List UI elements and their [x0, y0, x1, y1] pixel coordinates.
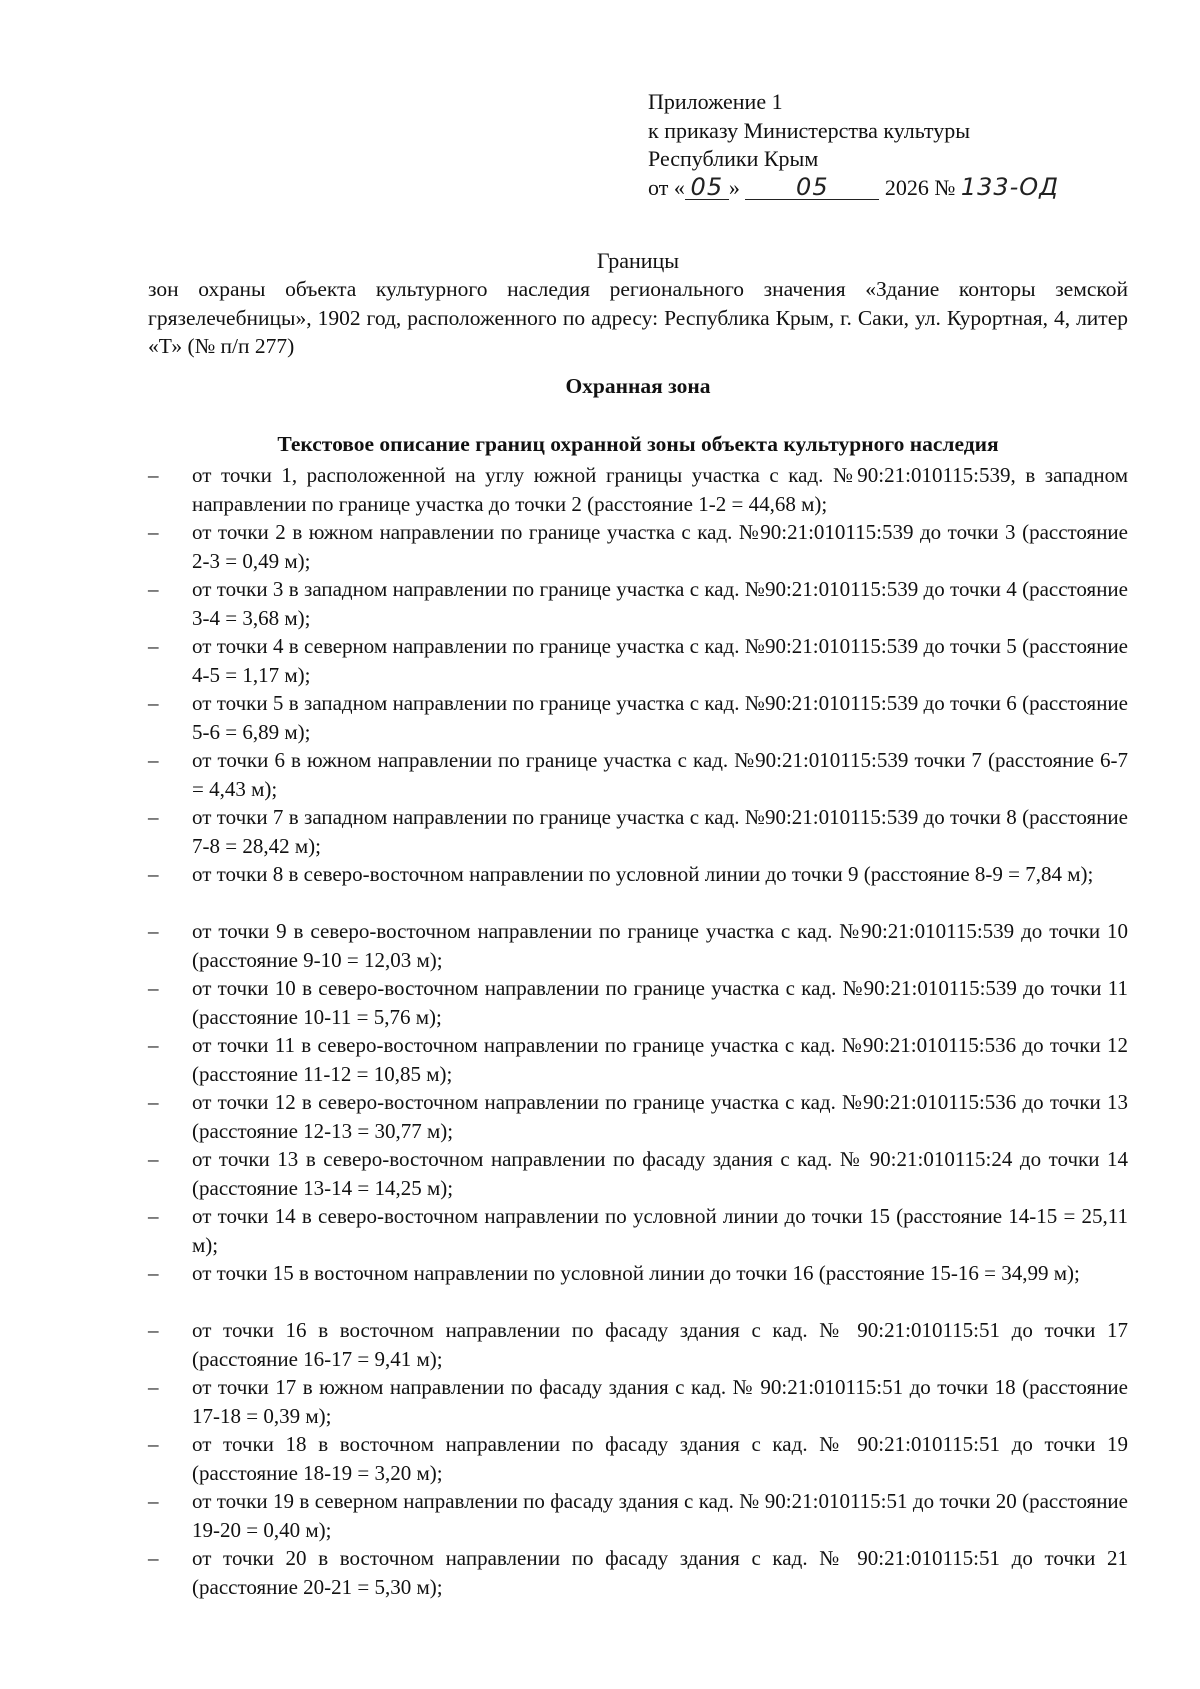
appendix-order-ref: к приказу Министерства культуры	[648, 117, 971, 143]
list-item-text: от точки 7 в западном направлении по границе участка с кад. №90:21:010115:539 до точки 8 (расстояние 7-8 = 28,42 м);	[192, 805, 1128, 858]
list-dash: –	[148, 1261, 159, 1285]
list-dash: –	[148, 805, 159, 829]
list-item-text: от точки 5 в западном направлении по границе участка с кад. №90:21:010115:539 до точки 6 (расстояние 5-6 = 6,89 м);	[192, 691, 1128, 744]
list-item	[0, 917, 1200, 974]
list-item-text: от точки 9 в северо-восточном направлении по границе участка с кад. №90:21:010115:539 до точки 10 (расстояние 9-10 = 12,03 м);	[192, 919, 1128, 972]
list-item-text: от точки 11 в северо-восточном направлении по границе участка с кад. №90:21:010115:536 до точки 12 (расстояние 11-12 = 10,85 м);	[192, 1033, 1128, 1086]
list-dash: –	[148, 1318, 159, 1342]
date-year: 2026 №	[884, 174, 956, 200]
document-title: Границы	[596, 248, 680, 273]
list-item-text: от точки 15 в восточном направлении по условной линии до точки 16 (расстояние 15-16 = 34,99 м);	[192, 1261, 1080, 1285]
list-item	[0, 1145, 1200, 1202]
list-item	[0, 974, 1200, 1031]
list-item	[0, 1316, 1200, 1373]
list-dash: –	[148, 520, 159, 544]
list-item	[0, 1202, 1200, 1259]
list-dash: –	[148, 1375, 159, 1399]
section-title: Охранная зона	[565, 374, 711, 398]
date-day-handwritten: 05	[685, 175, 729, 200]
list-item	[0, 632, 1200, 689]
list-dash: –	[148, 1147, 159, 1171]
appendix-republic: Республики Крым	[648, 146, 819, 171]
list-item	[0, 1544, 1200, 1601]
list-item	[0, 1373, 1200, 1430]
list-dash: –	[148, 976, 159, 1000]
list-item-text: от точки 17 в южном направлении по фасаду здания с кад. № 90:21:010115:51 до точки 18 (расстояние 17-18 = 0,39 м);	[192, 1375, 1128, 1428]
list-item	[0, 1259, 1200, 1316]
list-item	[0, 518, 1200, 575]
list-dash: –	[148, 691, 159, 715]
appendix-date-line	[648, 174, 1108, 203]
list-item-text: от точки 8 в северо-восточном направлении по условной линии до точки 9 (расстояние 8-9 = 7,84 м);	[192, 862, 1094, 886]
list-item-text: от точки 6 в южном направлении по границе участка с кад. №90:21:010115:539 точки 7 (расстояние 6-7 = 4,43 м);	[192, 748, 1128, 801]
list-dash: –	[148, 1489, 159, 1513]
list-item-text: от точки 3 в западном направлении по границе участка с кад. №90:21:010115:539 до точки 4 (расстояние 3-4 = 3,68 м);	[192, 577, 1128, 630]
list-item	[0, 1088, 1200, 1145]
date-mid: »	[728, 174, 740, 200]
list-dash: –	[148, 1204, 159, 1228]
boundary-points-list	[0, 461, 1200, 1601]
list-item	[0, 575, 1200, 632]
list-item	[0, 746, 1200, 803]
list-dash: –	[148, 463, 159, 487]
appendix-label: Приложение 1	[648, 89, 783, 114]
list-item	[0, 860, 1200, 917]
list-item	[0, 461, 1200, 518]
date-month-handwritten: 05	[745, 175, 879, 200]
list-dash: –	[148, 577, 159, 601]
list-item	[0, 689, 1200, 746]
list-dash: –	[148, 748, 159, 772]
list-item-text: от точки 10 в северо-восточном направлении по границе участка с кад. №90:21:010115:539 до точки 11 (расстояние 10-11 = 5,76 м);	[192, 976, 1128, 1029]
appendix-header	[648, 88, 1108, 202]
list-item-text: от точки 4 в северном направлении по границе участка с кад. №90:21:010115:539 до точки 5 (расстояние 4-5 = 1,17 м);	[192, 634, 1128, 687]
description-title: Текстовое описание границ охранной зоны объекта культурного наследия	[277, 432, 999, 456]
list-item-text: от точки 1, расположенной на углу южной границы участка с кад. №90:21:010115:539, в западном направлении по границе участка до точки 2 (расстояние 1-2 = 44,68 м);	[192, 463, 1128, 516]
list-dash: –	[148, 862, 159, 886]
list-dash: –	[148, 1033, 159, 1057]
list-item-text: от точки 18 в восточном направлении по фасаду здания с кад. № 90:21:010115:51 до точки 19 (расстояние 18-19 = 3,20 м);	[192, 1432, 1128, 1485]
date-prefix: от «	[648, 174, 685, 200]
list-dash: –	[148, 919, 159, 943]
list-item-text: от точки 13 в северо-восточном направлении по фасаду здания с кад. № 90:21:010115:24 до точки 14 (расстояние 13-14 = 14,25 м);	[192, 1147, 1128, 1200]
list-item-text: от точки 20 в восточном направлении по фасаду здания с кад. № 90:21:010115:51 до точки 21 (расстояние 20-21 = 5,30 м);	[192, 1546, 1128, 1599]
list-item	[0, 1430, 1200, 1487]
list-item-text: от точки 12 в северо-восточном направлении по границе участка с кад. №90:21:010115:536 до точки 13 (расстояние 12-13 = 30,77 м);	[192, 1090, 1128, 1143]
document-subtitle: зон охраны объекта культурного наследия регионального значения «Здание конторы земской грязелечебницы», 1902 год, расположенного по адресу: Республика Крым, г. Саки, ул. Курортная, 4, литер «Т» (№ п/п 277)	[148, 277, 1128, 358]
list-item-text: от точки 16 в восточном направлении по фасаду здания с кад. № 90:21:010115:51 до точки 17 (расстояние 16-17 = 9,41 м);	[192, 1318, 1128, 1371]
list-item-text: от точки 14 в северо-восточном направлении по условной линии до точки 15 (расстояние 14-15 = 25,11 м);	[192, 1204, 1128, 1257]
list-item-text: от точки 2 в южном направлении по границе участка с кад. №90:21:010115:539 до точки 3 (расстояние 2-3 = 0,49 м);	[192, 520, 1128, 573]
list-item	[0, 803, 1200, 860]
list-item	[0, 1031, 1200, 1088]
list-dash: –	[148, 1546, 159, 1570]
order-number-handwritten: 133-ОД	[960, 172, 1059, 201]
list-dash: –	[148, 1432, 159, 1456]
list-dash: –	[148, 1090, 159, 1114]
list-item	[0, 1487, 1200, 1544]
list-item-text: от точки 19 в северном направлении по фасаду здания с кад. № 90:21:010115:51 до точки 20 (расстояние 19-20 = 0,40 м);	[192, 1489, 1128, 1542]
list-dash: –	[148, 634, 159, 658]
